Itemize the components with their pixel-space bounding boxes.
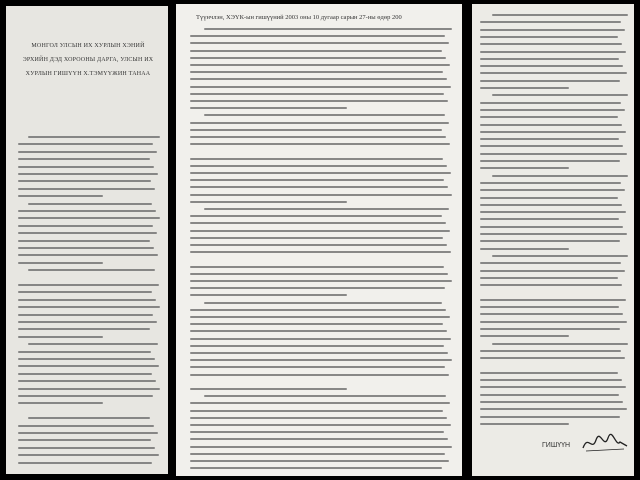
text-line (492, 255, 628, 257)
text-line (190, 366, 445, 368)
text-line (190, 194, 452, 196)
text-line (190, 222, 446, 224)
text-line (18, 284, 159, 286)
text-line (492, 14, 628, 16)
text-line (190, 143, 450, 145)
text-line (190, 129, 442, 131)
text-line (190, 266, 444, 268)
text-line (190, 309, 446, 311)
text-line (190, 107, 347, 109)
text-line (492, 94, 628, 96)
text-line (190, 388, 347, 390)
heading-line: МОНГОЛ УЛСЫН ИХ ХУРЛЫН ХЭНИЙ (31, 43, 145, 49)
text-line (480, 350, 621, 352)
text-line (190, 50, 442, 52)
text-line (480, 80, 620, 82)
text-line (28, 417, 150, 419)
text-line (480, 386, 626, 388)
text-line (18, 351, 151, 353)
text-line (18, 232, 157, 234)
text-line (480, 109, 625, 111)
text-line (480, 379, 622, 381)
text-line (190, 78, 447, 80)
text-line (480, 277, 618, 279)
text-line (18, 380, 156, 382)
heading-line: ЭРХИЙН ДЭД ХОРООНЫ ДАРГА, УЛСЫН ИХ (22, 57, 154, 63)
heading-line: ХУРЛЫН ГИШҮҮН Х.ТЭМҮҮЖИН ТАНАА (25, 71, 151, 77)
text-line (480, 36, 618, 38)
text-line (190, 35, 445, 37)
text-line (492, 175, 628, 177)
text-line (480, 218, 619, 220)
text-line (190, 431, 444, 433)
text-line (480, 124, 622, 126)
text-line (190, 100, 448, 102)
text-line (18, 158, 150, 160)
text-line (480, 262, 621, 264)
text-line (480, 240, 620, 242)
text-line (18, 432, 158, 434)
text-line (190, 402, 450, 404)
text-line (480, 321, 627, 323)
text-line (480, 116, 618, 118)
text-line (190, 122, 449, 124)
text-line (190, 237, 443, 239)
text-line (18, 254, 158, 256)
addressee-heading (18, 36, 158, 85)
text-line (18, 299, 156, 301)
text-line (18, 447, 155, 449)
text-line (480, 335, 569, 337)
document-page-right (472, 4, 634, 476)
text-line (480, 204, 622, 206)
text-line (190, 179, 444, 181)
text-line (18, 210, 156, 212)
text-line (480, 58, 619, 60)
text-line (480, 248, 569, 250)
text-line (190, 338, 451, 340)
text-line (190, 446, 452, 448)
text-line (480, 189, 625, 191)
text-line (18, 373, 152, 375)
text-line (190, 158, 443, 160)
document-page-middle (176, 4, 462, 476)
text-line (190, 86, 451, 88)
text-line (190, 330, 447, 332)
text-line (480, 372, 618, 374)
text-line (18, 188, 155, 190)
text-line (480, 160, 620, 162)
text-line (18, 425, 154, 427)
text-line (190, 359, 452, 361)
text-line (190, 438, 448, 440)
text-line (18, 336, 103, 338)
text-line (18, 365, 159, 367)
text-line (18, 173, 158, 175)
text-line (480, 394, 619, 396)
text-line (480, 138, 619, 140)
text-line (18, 151, 157, 153)
text-line (480, 65, 623, 67)
text-line (190, 316, 450, 318)
text-line (480, 270, 625, 272)
signature-label: ГИШҮҮН (542, 442, 571, 449)
text-line (190, 57, 446, 59)
text-line (480, 182, 621, 184)
text-line (480, 357, 625, 359)
text-line (190, 136, 446, 138)
text-line (18, 454, 159, 456)
text-line (480, 328, 620, 330)
text-line (190, 345, 444, 347)
text-line (480, 306, 619, 308)
text-line (18, 180, 151, 182)
text-line (190, 244, 447, 246)
text-line (28, 203, 152, 205)
text-line (18, 402, 103, 404)
text-line (18, 358, 155, 360)
text-line (190, 165, 447, 167)
handwritten-signature (580, 430, 630, 456)
text-line (480, 51, 626, 53)
text-line (480, 299, 626, 301)
text-line (18, 166, 154, 168)
text-line (190, 251, 451, 253)
text-line (190, 215, 442, 217)
text-line (480, 197, 618, 199)
text-line (190, 71, 443, 73)
text-line (28, 136, 160, 138)
text-line (492, 343, 628, 345)
text-line (190, 93, 444, 95)
text-line (480, 401, 623, 403)
text-line (28, 343, 158, 345)
text-line (190, 42, 449, 44)
text-line (480, 416, 620, 418)
text-line (190, 453, 445, 455)
text-line (480, 313, 623, 315)
text-line (18, 306, 160, 308)
text-line (480, 284, 622, 286)
text-line (480, 87, 569, 89)
text-line (190, 460, 449, 462)
text-line (18, 462, 152, 464)
text-line (480, 226, 623, 228)
text-line (18, 321, 157, 323)
text-line (480, 72, 627, 74)
text-line (480, 211, 626, 213)
text-line (190, 280, 452, 282)
text-line (480, 167, 569, 169)
text-line (190, 323, 443, 325)
text-line (204, 28, 452, 30)
text-line (190, 410, 443, 412)
text-line (18, 217, 160, 219)
text-line (18, 314, 153, 316)
text-line (190, 201, 347, 203)
text-line (18, 291, 152, 293)
text-line (204, 302, 442, 304)
text-line (480, 43, 622, 45)
text-line (480, 29, 625, 31)
text-line (190, 287, 445, 289)
text-line (190, 186, 448, 188)
text-line (190, 64, 450, 66)
text-line (480, 408, 627, 410)
text-line (18, 240, 150, 242)
text-line (190, 294, 347, 296)
text-line (18, 247, 154, 249)
opening-line: Түүнчлэн, ХЭҮК-ын гишүүний 2003 оны 10 дугаар сарын 27-ны өдөр 200 (196, 14, 402, 21)
text-line (190, 424, 451, 426)
text-line (18, 328, 150, 330)
text-line (28, 269, 155, 271)
text-line (480, 131, 626, 133)
text-line (18, 195, 103, 197)
text-line (204, 395, 446, 397)
text-line (190, 172, 451, 174)
text-line (190, 230, 450, 232)
text-line (204, 208, 449, 210)
text-line (190, 352, 448, 354)
text-line (480, 153, 627, 155)
text-line (18, 143, 153, 145)
text-line (480, 21, 621, 23)
text-line (480, 102, 621, 104)
text-line (190, 467, 442, 469)
text-line (204, 114, 445, 116)
text-line (18, 262, 103, 264)
text-line (480, 423, 569, 425)
text-line (480, 233, 627, 235)
document-page-left (6, 6, 168, 474)
text-line (18, 388, 160, 390)
text-line (190, 273, 448, 275)
text-line (18, 439, 151, 441)
text-line (18, 395, 153, 397)
text-line (18, 225, 153, 227)
text-line (190, 374, 449, 376)
text-line (190, 417, 447, 419)
text-line (480, 145, 623, 147)
